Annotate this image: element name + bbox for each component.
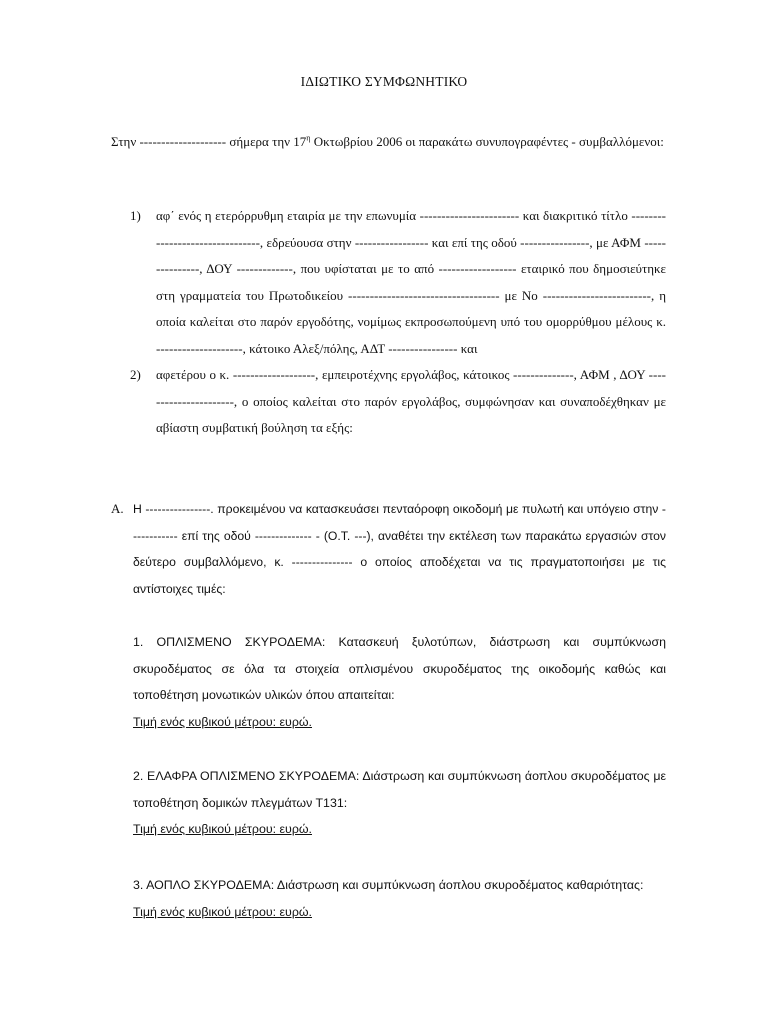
work-item bbox=[133, 763, 666, 843]
work-item-text: 1. ΟΠΛΙΣΜΕΝΟ ΣΚΥΡΟΔΕΜΑ: Κατασκευή ξυλοτύπων, διάστρωση και συμπύκνωση σκυροδέματος σε όλα τα στοιχεία οπλισμένου σκυροδέματος της οικοδομής καθώς και τοποθέτηση μονωτικών υλικών όπου απαιτείται: bbox=[133, 635, 666, 702]
party-number: 1) bbox=[130, 208, 141, 223]
intro-text-end: Οκτωβρίου 2006 οι παρακάτω συνυπογραφέντες - συμβαλλόμενοι: bbox=[310, 134, 664, 149]
work-item bbox=[133, 629, 666, 735]
party-text: αφετέρου ο κ. -------------------, εμπειροτέχνης εργολάβος, κάτοικος --------------, ΑΦΜ , ΔΟΥ ----------------------, ο οποίος καλείται στο παρόν εργολάβος, συμφώνησαν και συναποδέχθηκαν με αβίαστη συμβατική βούληση τα εξής: bbox=[156, 367, 666, 435]
work-item-price: Τιμή ενός κυβικού μέτρου: ευρώ. bbox=[133, 904, 312, 919]
intro-text-start: Στην -------------------- σήμερα την 17 bbox=[111, 134, 307, 149]
work-item-text: 3. ΑΟΠΛΟ ΣΚΥΡΟΔΕΜΑ: Διάστρωση και συμπύκνωση άοπλου σκυροδέματος καθαριότητας: bbox=[133, 878, 644, 892]
work-item-price: Τιμή ενός κυβικού μέτρου: ευρώ. bbox=[133, 714, 312, 729]
work-item bbox=[133, 872, 666, 925]
party-item bbox=[130, 362, 666, 442]
section-a-text: Η ----------------. προκειμένου να κατασκευάσει πενταόροφη οικοδομή με πυλωτή και υπόγειο στην ------------ επί της οδού -------------- - (Ο.Τ. ---), αναθέτει την εκτέλεση των παρακάτω εργασιών στον δεύτερο συμβαλλόμενο, κ. --------------- ο οποίος αποδέχεται να τις πραγματοποιήσει με τις αντίστοιχες τιμές: bbox=[133, 502, 666, 596]
intro-paragraph bbox=[111, 128, 666, 155]
intro-superscript: η bbox=[306, 133, 311, 143]
document-title: ΙΔΙΩΤΙΚΟ ΣΥΜΦΩΝΗΤΙΚΟ bbox=[300, 74, 468, 89]
work-item-price: Τιμή ενός κυβικού μέτρου: ευρώ. bbox=[133, 822, 312, 836]
party-number: 2) bbox=[130, 367, 141, 382]
section-a-label: Α. bbox=[111, 501, 124, 516]
parties-list bbox=[130, 203, 666, 442]
section-a bbox=[111, 496, 666, 602]
party-item bbox=[130, 203, 666, 362]
party-text: αφ΄ ενός η ετερόρρυθμη εταιρία με την επωνυμία ----------------------- και διακριτικό τίτλο --------------------------------, εδρεύουσα στην ----------------- και επί της οδού ----------------, με ΑΦΜ ---------------, ΔΟΥ -------------, που υφίσταται με το από ------------------ εταιρικό που δημοσιεύτηκε στη γραμματεία του Πρωτοδικείου ----------------------------------- με Νο -------------------------, η οποία καλείται στο παρόν εργοδότης, νομίμως εκπροσωπούμενη υπό του ομορρύθμου μέλους κ. --------------------, κάτοικο Αλεξ/πόλης, ΑΔΤ ---------------- και bbox=[156, 208, 666, 356]
work-item-text: 2. ΕΛΑΦΡΑ ΟΠΛΙΣΜΕΝΟ ΣΚΥΡΟΔΕΜΑ: Διάστρωση και συμπύκνωση άοπλου σκυροδέματος με τοποθέτηση δομικών πλεγμάτων Τ131: bbox=[133, 769, 666, 810]
